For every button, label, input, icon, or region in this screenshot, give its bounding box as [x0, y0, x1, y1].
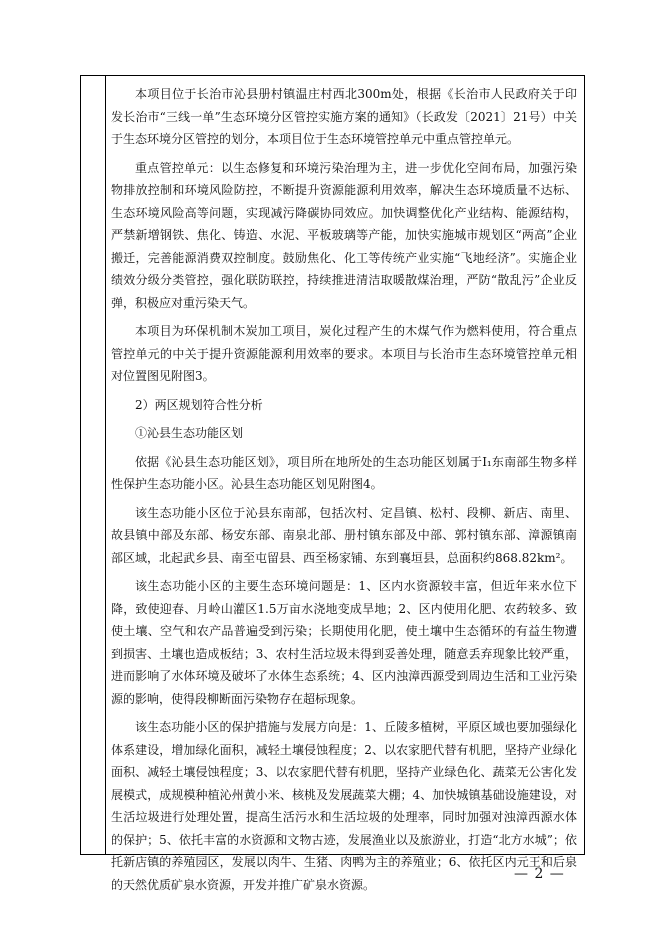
paragraph-project-compliance: 本项目为环保机制木炭加工项目，炭化过程产生的木煤气作为燃料使用，符合重点管控单元的中关于提升资源能源利用效率的要求。本项目与长治市生态环境管控单元相对位置图见附图3。 — [111, 324, 577, 383]
section-heading-two-zones: 2）两区规划符合性分析 — [135, 397, 263, 412]
paragraph-zone-measures: 该生态功能小区的保护措施与发展方向是：1、丘陵多植树，平原区域也要加强绿化体系建设，增加绿化面积，减轻土壤侵蚀程度；2、以农家肥代替有机肥，坚持产业绿化面积、减轻土壤侵蚀程度；3、以农家肥代替有机肥，坚持产业绿色化、蔬菜无公害化发展模式，成规模种植沁州黄小米、核桃及发展蔬菜大棚；4、加快城镇基础设施建设，对生活垃圾进行处理处置，提高生活污水和生活垃圾的处理率，同时加强对浊漳西源水体的保护；5、依托丰富的水资源和文物古迹，发展渔业以及旅游业，打造“北方水城”；依托新店镇的养殖园区，发展以肉牛、生猪、肉鸭为主的养殖业；6、依托区内元王和后泉的天然优质矿泉水资源，开发并推广矿泉水资源。 — [111, 720, 577, 892]
paragraph-key-control-unit: 重点管控单元：以生态修复和环境污染治理为主，进一步优化空间布局，加强污染物排放控制和环境风险防控，不断提升资源能源利用效率，解决生态环境质量不达标、生态环境风险高等问题，实现减污降碳协同效应。加快调整优化产业结构、能源结构，严禁新增钢铁、焦化、铸造、水泥、平板玻璃等产能，加快实施城市规划区“两高”企业搬迁，完善能源消费双控制度。鼓励焦化、化工等传统产业实施“飞地经济”。实施企业绩效分级分类管控，强化联防联控，持续推进清洁取暖散煤治理，严防“散乱污”企业反弹，积极应对重污染天气。 — [111, 160, 577, 310]
document-body — [111, 83, 577, 902]
page-number: — 2 — — [514, 866, 565, 882]
paragraph-zone-extent: 该生态功能小区位于沁县东南部，包括次村、定昌镇、松村、段柳、新店、南里、故县镇中部及东部、杨安东部、南泉北部、册村镇东部及中部、郭村镇东部、漳源镇南部区域，北起武乡县、南至屯留县、西至杨家铺、东到襄垣县，总面积约868.82km²。 — [111, 505, 577, 565]
subsection-heading-ecological-zoning: ①沁县生态功能区划 — [135, 426, 244, 440]
column-divider — [105, 76, 106, 854]
paragraph-zoning-basis: 依据《沁县生态功能区划》，项目所在地所处的生态功能区划属于I₁东南部生物多样性保护生态功能小区。沁县生态功能区划见附图4。 — [111, 454, 577, 491]
paragraph-zone-problems: 该生态功能小区的主要生态环境问题是：1、区内水资源较丰富，但近年来水位下降，致使迎春、月岭山灌区1.5万亩水浇地变成旱地；2、区内使用化肥、农药较多、致使土壤、空气和农产品普遍受到污染；长期使用化肥，使土壤中生态循环的有益生物遭到损害、土壤也造成板结；3、农村生活垃圾未得到妥善处理，随意丢弃现象比较严重，进而影响了水体环境及破坏了水体生态系统；4、区内浊漳西源受到周边生活和工业污染源的影响，使得段柳断面污染物存在超标现象。 — [111, 579, 577, 706]
paragraph-location: 本项目位于长治市沁县册村镇温庄村西北300m处，根据《长治市人民政府关于印发长治市“三线一单”生态环境分区管控实施方案的通知》（长政发〔2021〕21号）中关于生态环境分区管控的划分，本项目位于生态环境管控单元中重点管控单元。 — [111, 87, 577, 146]
